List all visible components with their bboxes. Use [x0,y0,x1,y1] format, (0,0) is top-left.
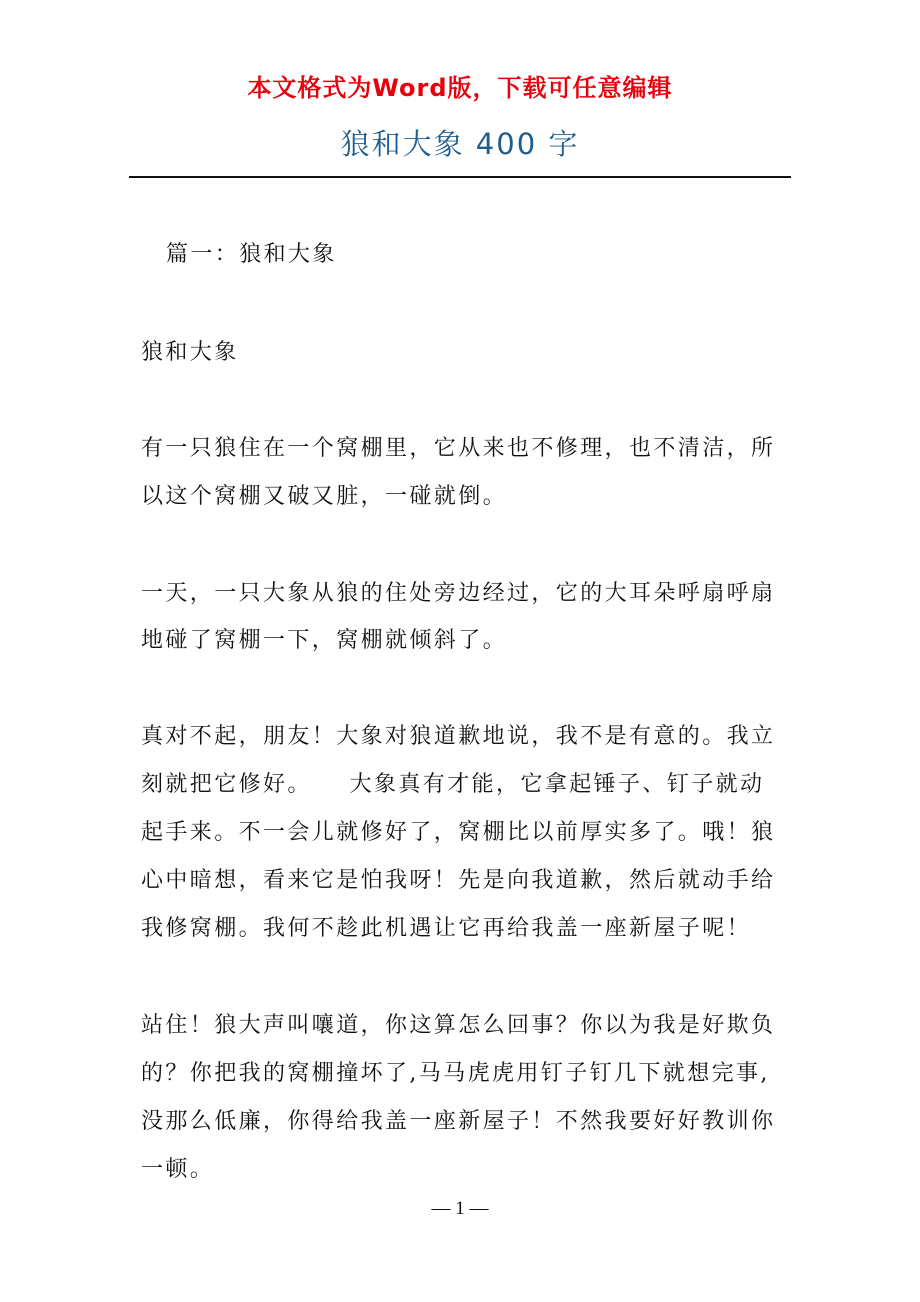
paragraph-line: 一天，一只大象从狼的住处旁边经过，它的大耳朵呼扇呼扇 [141,581,776,606]
paragraph-line: 心中暗想，看来它是怕我呀！先是向我道歉，然后就动手给 [141,868,776,893]
paragraph-line: 真对不起，朋友！大象对狼道歉地说，我不是有意的。我立 [141,724,776,749]
paragraph-line: 一顿。 [141,1157,215,1182]
paragraph-line: 我修窝棚。我何不趁此机遇让它再给我盖一座新屋子呢！ [141,916,752,941]
paragraph-line: 地碰了窝棚一下，窝棚就倾斜了。 [141,628,508,653]
document-title: 狼和大象 400 字 [340,127,580,161]
paragraph-line: 以这个窝棚又破又脏，一碰就倒。 [141,484,508,509]
paragraph-line: 站住！狼大声叫嚷道，你这算怎么回事？你以为我是好欺负 [141,1013,776,1038]
section-heading: 篇一：狼和大象 [166,242,337,267]
format-notice-banner: 本文格式为Word版，下载可任意编辑 [247,74,673,102]
paragraph-line: 的？你把我的窝棚撞坏了,马马虎虎用钉子钉几下就想完事, [141,1061,770,1086]
page-number: — 1 — [431,1198,489,1219]
paragraph-line: 起手来。不一会儿就修好了，窝棚比以前厚实多了。哦！狼 [141,820,776,845]
story-title: 狼和大象 [141,340,239,365]
paragraph-line: 没那么低廉，你得给我盖一座新屋子！不然我要好好教训你 [141,1109,776,1134]
paragraph-line: 有一只狼住在一个窝棚里，它从来也不修理，也不清洁，所 [141,436,776,461]
title-divider [129,176,791,178]
paragraph-line: 刻就把它修好。 大象真有才能，它拿起锤子、钉子就动 [141,772,765,797]
